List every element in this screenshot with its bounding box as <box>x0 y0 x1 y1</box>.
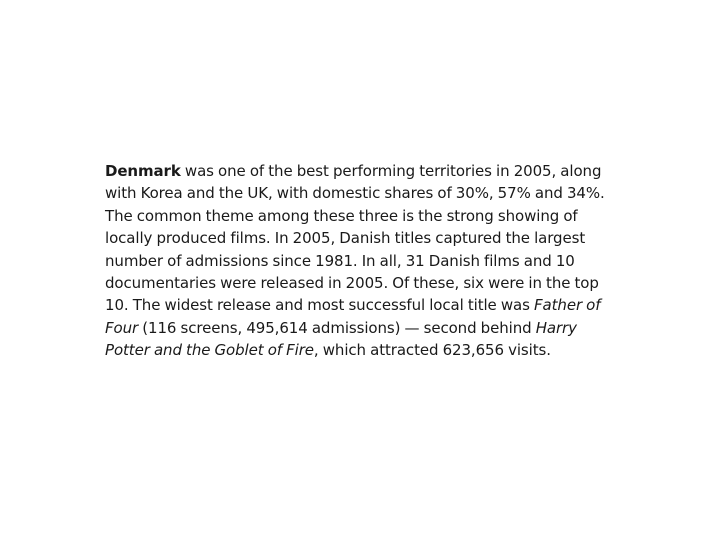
paragraph-text-1: was one of the best performing territories in 2005, along with Korea and the UK, with domestic shares of 30%, 57% and 34%. The common theme among these three is the strong showing of locally produced films. In 2005, Danish titles captured the largest number of admissions since 1981. In all, 31 Danish films and 10 documentaries were released in 2005. Of these, six were in the top 10. The widest release and most successful local title was <box>105 162 605 315</box>
film-title-harry-potter: Harry Potter and the Goblet of Fire <box>105 318 577 360</box>
body-paragraph <box>105 160 605 362</box>
paragraph-text-2: (116 screens, 495,614 admissions) — second behind <box>138 318 536 337</box>
paragraph-text-3: , which attracted 623,656 visits. <box>313 341 551 360</box>
film-title-father-of-four: Father of Four <box>105 296 601 337</box>
country-name: Denmark <box>105 162 181 180</box>
